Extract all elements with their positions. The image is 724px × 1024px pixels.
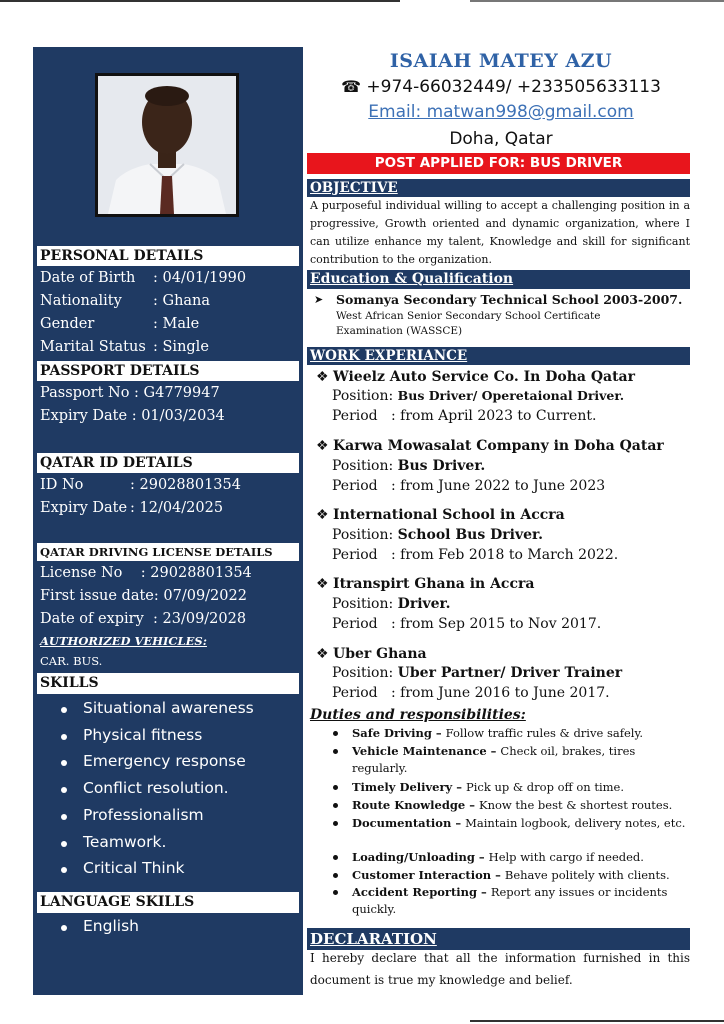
gender-row: Gender : Male bbox=[40, 316, 200, 332]
skill-item: Conflict resolution. bbox=[83, 779, 229, 797]
passport-details-heading: PASSPORT DETAILS bbox=[37, 361, 299, 381]
bullet-icon bbox=[333, 890, 338, 895]
post-applied-banner: POST APPLIED FOR: BUS DRIVER bbox=[307, 153, 690, 174]
job-period: Period : from June 2022 to June 2023 bbox=[332, 478, 606, 494]
bullet-icon bbox=[61, 760, 67, 766]
skill-item: Physical fitness bbox=[83, 726, 202, 744]
education-school: Somanya Secondary Technical School 2003-2007. bbox=[336, 292, 683, 307]
driving-license-heading: QATAR DRIVING LICENSE DETAILS bbox=[37, 543, 299, 561]
job-position: Position: Uber Partner/ Driver Trainer bbox=[332, 665, 623, 681]
job-period: Period : from April 2023 to Current. bbox=[332, 408, 597, 424]
duty-item: Safe Driving – Follow traffic rules & drive safely. bbox=[352, 725, 692, 742]
diamond-bullet-icon: ❖ bbox=[316, 438, 334, 454]
top-border-line-right bbox=[470, 0, 724, 2]
duty-item: Customer Interaction – Behave politely with clients. bbox=[352, 867, 692, 884]
objective-heading: OBJECTIVE bbox=[307, 179, 690, 197]
work-experience-heading: WORK EXPERIANCE bbox=[307, 347, 690, 365]
objective-text: A purposeful individual willing to accept a challenging position in a progressive, Growth oriented and dynamic organization, where I can utilize enhance my talent, Knowledge and skill for significant contribution to the organization. bbox=[310, 199, 690, 266]
profile-photo bbox=[95, 73, 239, 217]
diamond-bullet-icon: ❖ bbox=[316, 576, 334, 592]
job-position: Position: Driver. bbox=[332, 596, 451, 612]
duty-item: Timely Delivery – Pick up & drop off on time. bbox=[352, 779, 692, 796]
qatar-id-number: ID No : 29028801354 bbox=[40, 477, 241, 493]
license-number: License No : 29028801354 bbox=[40, 565, 252, 581]
job-company: ❖ Itranspirt Ghana in Accra bbox=[316, 576, 535, 592]
bullet-icon bbox=[61, 707, 67, 713]
bullet-icon bbox=[333, 821, 338, 826]
job-period: Period : from Sep 2015 to Nov 2017. bbox=[332, 616, 602, 632]
bullet-icon bbox=[333, 873, 338, 878]
bullet-icon bbox=[333, 803, 338, 808]
duty-item: Route Knowledge – Know the best & shortest routes. bbox=[352, 797, 692, 814]
qatar-id-heading: QATAR ID DETAILS bbox=[37, 453, 299, 473]
bottom-border-line bbox=[470, 1020, 724, 1022]
location: Doha, Qatar bbox=[449, 129, 553, 149]
bullet-icon bbox=[61, 925, 67, 931]
bullet-icon bbox=[61, 734, 67, 740]
phone-icon: ☎ bbox=[341, 77, 361, 96]
skill-item: Critical Think bbox=[83, 859, 185, 877]
marital-status-row: Marital Status : Single bbox=[40, 339, 209, 355]
job-position: Position: Bus Driver/ Operetaional Driver. bbox=[332, 388, 625, 404]
email-link[interactable]: Email: matwan998@gmail.com bbox=[368, 102, 634, 122]
duty-item: Documentation – Maintain logbook, delivery notes, etc. bbox=[352, 815, 692, 832]
skill-item: Emergency response bbox=[83, 752, 246, 770]
duty-item: Accident Reporting – Report any issues or incidents quickly. bbox=[352, 884, 692, 918]
passport-number: Passport No : G4779947 bbox=[40, 385, 220, 401]
bullet-icon bbox=[61, 787, 67, 793]
skill-item: Teamwork. bbox=[83, 833, 166, 851]
passport-expiry: Expiry Date : 01/03/2034 bbox=[40, 408, 225, 424]
license-expiry-date: Date of expiry : 23/09/2028 bbox=[40, 611, 247, 627]
top-border-line bbox=[0, 0, 400, 2]
job-period: Period : from Feb 2018 to March 2022. bbox=[332, 547, 619, 563]
phone-line: ☎ +974-66032449/ +233505633113 bbox=[341, 77, 661, 97]
sidebar bbox=[33, 47, 303, 995]
job-period: Period : from June 2016 to June 2017. bbox=[332, 685, 610, 701]
diamond-bullet-icon: ❖ bbox=[316, 369, 334, 385]
skill-item: Professionalism bbox=[83, 806, 204, 824]
language-item: English bbox=[83, 917, 139, 935]
bullet-icon bbox=[61, 841, 67, 847]
job-company: ❖ International School in Accra bbox=[316, 507, 565, 523]
diamond-bullet-icon: ❖ bbox=[316, 507, 334, 523]
bullet-icon bbox=[333, 749, 338, 754]
skills-heading: SKILLS bbox=[37, 673, 299, 694]
education-heading: Education & Qualification bbox=[307, 270, 690, 289]
bullet-icon bbox=[333, 855, 338, 860]
candidate-name: ISAIAH MATEY AZU bbox=[389, 50, 613, 72]
job-company: ❖ Wieelz Auto Service Co. In Doha Qatar bbox=[316, 369, 636, 385]
bullet-icon bbox=[333, 785, 338, 790]
nationality-row: Nationality : Ghana bbox=[40, 293, 211, 309]
declaration-heading: DECLARATION bbox=[307, 928, 690, 950]
education-detail: West African Senior Secondary School Certificate Examination (WASSCE) bbox=[336, 310, 601, 337]
duty-item: Vehicle Maintenance – Check oil, brakes, tires regularly. bbox=[352, 743, 692, 777]
skill-item: Situational awareness bbox=[83, 699, 254, 717]
language-skills-heading: LANGUAGE SKILLS bbox=[37, 892, 299, 913]
diamond-bullet-icon: ❖ bbox=[316, 646, 334, 662]
authorized-vehicles-label: AUTHORIZED VEHICLES: bbox=[40, 634, 207, 648]
job-company: ❖ Karwa Mowasalat Company in Doha Qatar bbox=[316, 438, 664, 454]
bullet-icon bbox=[61, 814, 67, 820]
bullet-icon bbox=[61, 867, 67, 873]
duty-item: Loading/Unloading – Help with cargo if needed. bbox=[352, 849, 692, 866]
qatar-id-expiry: Expiry Date : 12/04/2025 bbox=[40, 500, 224, 516]
declaration-text: I hereby declare that all the information furnished in this document is true my knowledge and belief. bbox=[310, 951, 690, 987]
arrow-bullet-icon: ➤ bbox=[314, 293, 324, 306]
bullet-icon bbox=[333, 731, 338, 736]
personal-details-heading: PERSONAL DETAILS bbox=[37, 246, 299, 266]
job-position: Position: School Bus Driver. bbox=[332, 527, 543, 543]
duties-heading: Duties and responsibilities: bbox=[310, 707, 526, 723]
dob-row: Date of Birth : 04/01/1990 bbox=[40, 270, 247, 286]
job-company: ❖ Uber Ghana bbox=[316, 646, 427, 662]
authorized-vehicles-value: CAR. BUS. bbox=[40, 654, 103, 668]
license-issue-date: First issue date: 07/09/2022 bbox=[40, 588, 247, 604]
job-position: Position: Bus Driver. bbox=[332, 458, 486, 474]
